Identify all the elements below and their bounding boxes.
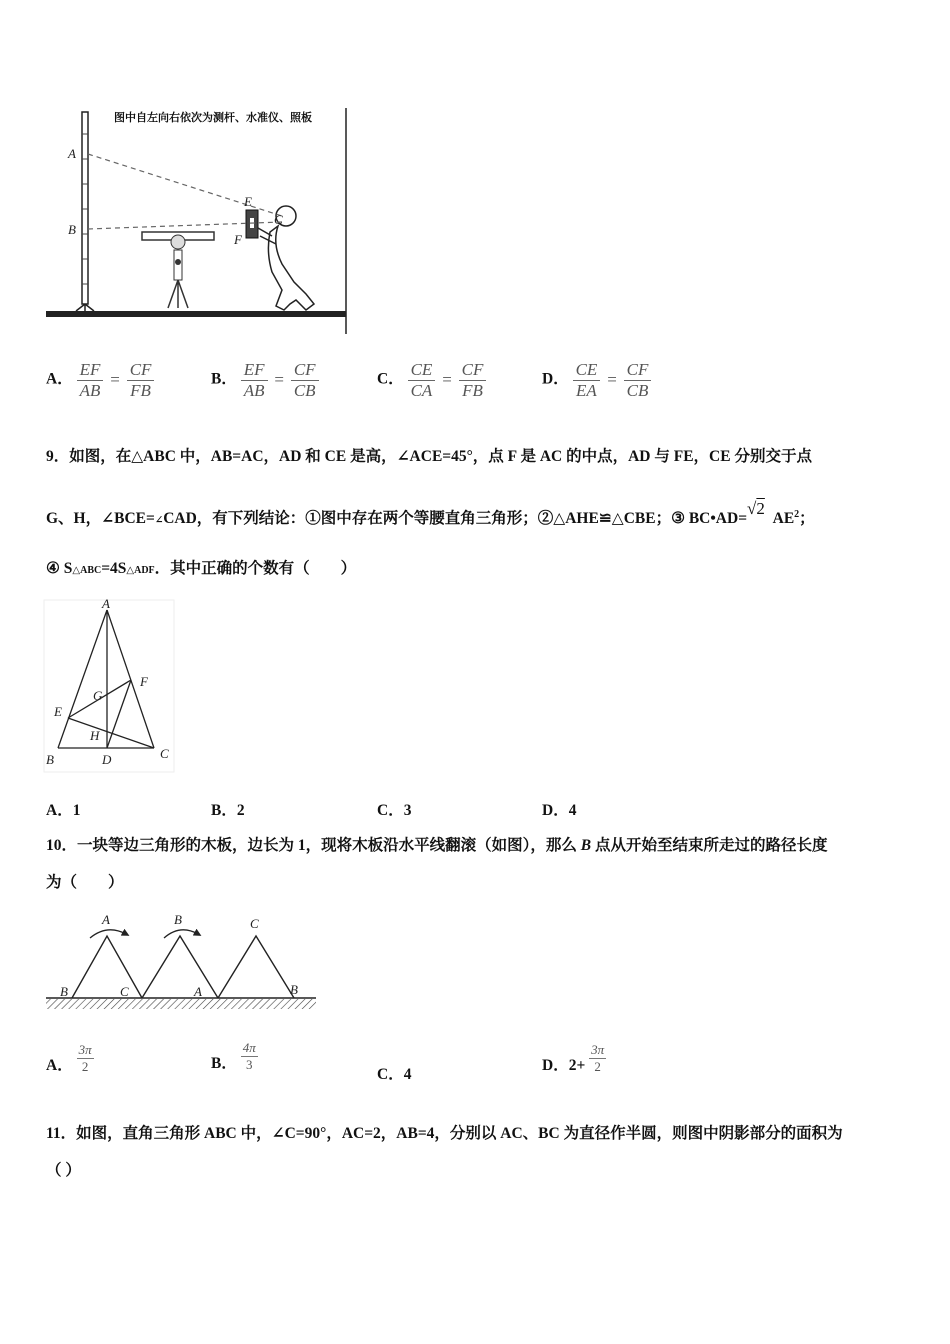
label-e: E xyxy=(244,194,252,209)
fraction-rhs: $\frac{CF}{CB}$ xyxy=(291,360,319,400)
q10-rolling-figure xyxy=(42,908,322,1018)
q9-triangle-svg xyxy=(40,596,180,776)
option-letter: D． xyxy=(542,370,569,388)
point-d: D xyxy=(102,752,112,767)
q9-line1: 9．如图，在△ABC 中，AB=AC，AD 和 CE 是高，∠ACE=45°，点 F 是 AC 的中点，AD 与 FE，CE 分别交于点 xyxy=(46,448,812,465)
q11-line1: 11．如图，直角三角形 ABC 中，∠C=90°，AC=2，AB=4，分别以 AC、BC 为直径作半圆，则图中阴影部分的面积为 xyxy=(46,1125,843,1142)
point-f: F xyxy=(140,674,148,689)
vertex-b: B xyxy=(46,752,54,767)
point-h: H xyxy=(90,728,100,743)
level-head xyxy=(171,235,185,249)
observer-person xyxy=(258,206,314,310)
q10-option-d[interactable]: D．2+ $\frac{3\pi}{2}$ xyxy=(542,1042,605,1075)
vertex-a: A xyxy=(102,596,110,611)
rod-feet xyxy=(76,304,94,311)
label-c: C xyxy=(274,212,283,227)
top-label-3: C xyxy=(250,916,259,931)
q10-option-c[interactable]: C．4 xyxy=(377,1066,412,1083)
fraction-lhs: $\frac{EF}{AB}$ xyxy=(241,360,268,400)
q11-line2: （ ） xyxy=(46,1162,81,1179)
equals-sign: = xyxy=(110,370,120,390)
ground-line xyxy=(46,311,346,317)
option-letter: C． xyxy=(377,370,404,388)
q10-rolling-svg xyxy=(42,908,322,1018)
point-g: G xyxy=(93,688,103,703)
fraction-rhs: $\frac{CF}{FB}$ xyxy=(459,360,487,400)
q10-option-b[interactable]: B． $\frac{4\pi}{3}$ xyxy=(211,1040,256,1073)
base-label-b2: B xyxy=(290,982,298,997)
q10-line2: 为（ ） xyxy=(46,874,124,891)
point-e: E xyxy=(54,704,62,719)
fraction-lhs: $\frac{CE}{CA}$ xyxy=(408,360,436,400)
fraction-rhs: $\frac{CF}{FB}$ xyxy=(127,360,155,400)
fraction-rhs: $\frac{CF}{CB}$ xyxy=(624,360,652,400)
surveying-figure xyxy=(44,104,354,336)
label-f: F xyxy=(234,232,242,247)
equals-sign: = xyxy=(442,370,452,390)
q9-option-b[interactable]: B．2 xyxy=(211,802,245,819)
option-fraction: $\frac{3\pi}{2}$ xyxy=(78,1042,92,1075)
label-b: B xyxy=(68,222,76,237)
sight-line-upper xyxy=(88,154,282,216)
option-fraction: $\frac{4\pi}{3}$ xyxy=(242,1040,256,1073)
top-label-1: A xyxy=(102,912,110,927)
q10-option-a[interactable]: A． $\frac{3\pi}{2}$ xyxy=(46,1042,92,1075)
measuring-rod xyxy=(82,112,88,304)
fraction-lhs: $\frac{CE}{EA}$ xyxy=(573,360,601,400)
q9-triangle-figure xyxy=(40,596,180,776)
option-letter: A． xyxy=(46,370,73,388)
sqrt-two: √2 xyxy=(747,499,765,518)
equals-sign: = xyxy=(607,370,617,390)
base-label-a1: A xyxy=(194,984,202,999)
option-letter: B． xyxy=(211,370,237,388)
equals-sign: = xyxy=(274,370,284,390)
q8-option-a[interactable] xyxy=(46,360,154,400)
vertex-c: C xyxy=(160,746,169,761)
hatched-ground xyxy=(46,999,316,1009)
q9-line3: ④ S△ABC=4S△ADF．其中正确的个数有（ ） xyxy=(46,560,357,577)
surveying-figure-svg xyxy=(44,104,354,336)
q9-option-c[interactable]: C．3 xyxy=(377,802,412,819)
q8-option-b[interactable] xyxy=(211,360,319,400)
fraction-lhs: $\frac{EF}{AB}$ xyxy=(77,360,104,400)
figure-caption: 图中自左向右依次为测杆、水准仪、照板 xyxy=(114,111,312,124)
top-label-2: B xyxy=(174,912,182,927)
q9-option-a[interactable]: A．1 xyxy=(46,802,81,819)
q8-option-d[interactable] xyxy=(542,360,651,400)
triangles xyxy=(72,936,294,998)
level-tripod xyxy=(168,280,188,308)
q8-option-c[interactable] xyxy=(377,360,486,400)
figure-frame xyxy=(44,600,174,772)
q9-line2: G、H，∠BCE=∠CAD，有下列结论：①图中存在两个等腰直角三角形；②△AHE≌△CBE；③ BC•AD=√2 $AE^2$； xyxy=(46,499,815,527)
base-label-b1: B xyxy=(60,984,68,999)
option-fraction: $\frac{3\pi}{2}$ xyxy=(591,1042,605,1075)
q10-line1: 10．一块等边三角形的木板，边长为 1，现将木板沿水平线翻滚（如图），那么 B 点从开始至结束所走过的路径长度 xyxy=(46,837,828,854)
q9-option-d[interactable]: D．4 xyxy=(542,802,577,819)
base-label-c1: C xyxy=(120,984,129,999)
label-a: A xyxy=(68,146,76,161)
level-knob xyxy=(175,259,181,265)
